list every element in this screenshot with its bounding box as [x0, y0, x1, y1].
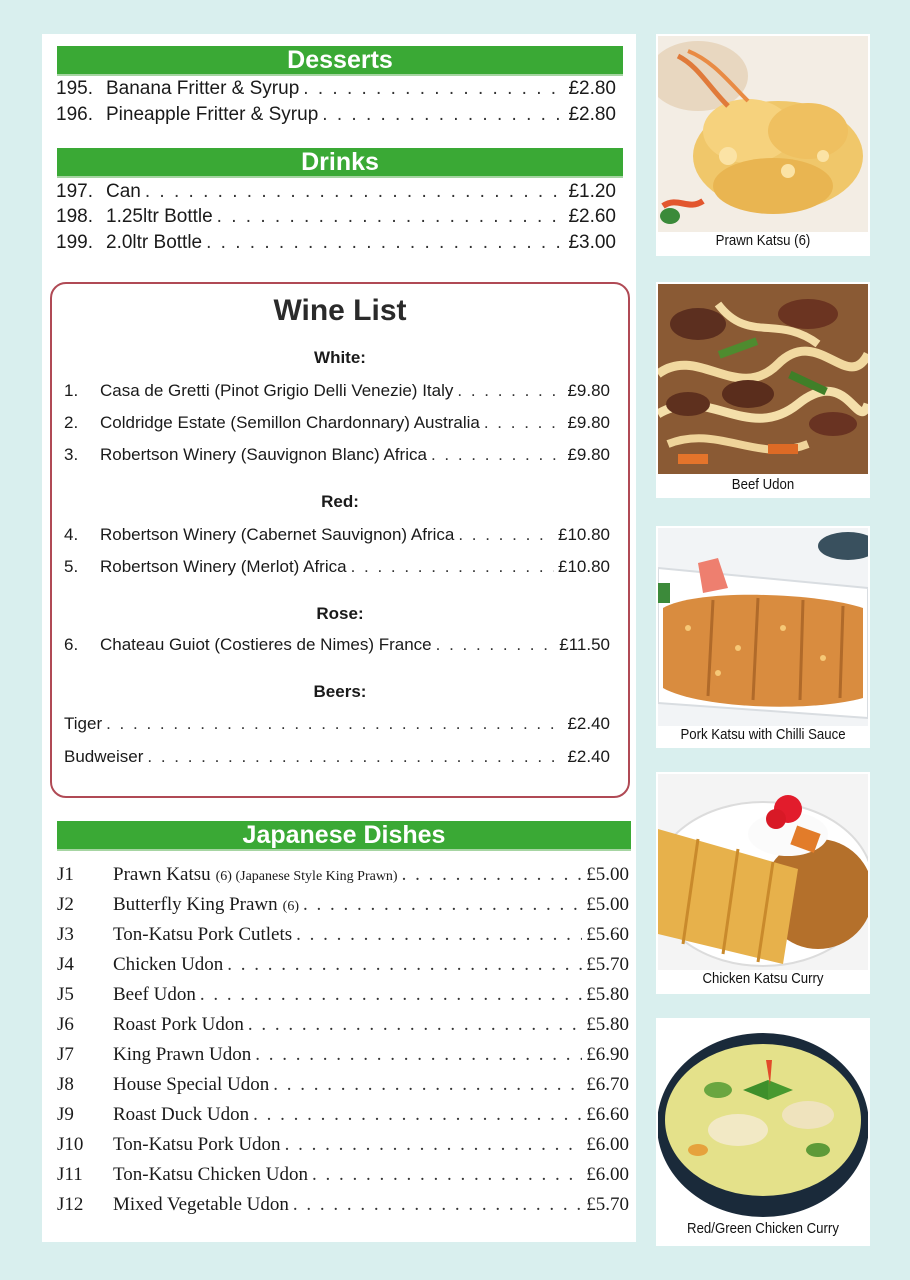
leader-dots	[457, 381, 563, 401]
leader-dots	[106, 714, 563, 734]
leader-dots	[145, 181, 565, 203]
item-number: J10	[57, 1134, 84, 1155]
item-number: J8	[57, 1074, 74, 1095]
leader-dots	[312, 1164, 582, 1186]
japanese-dish-item	[57, 864, 629, 886]
item-name: Budweiser	[64, 747, 144, 766]
japanese-dish-item	[57, 1194, 629, 1216]
menu-item	[56, 104, 616, 126]
beef-udon-photo	[658, 284, 868, 474]
wine-white-heading: White:	[314, 348, 366, 367]
item-number: J7	[57, 1044, 74, 1065]
beer-item	[64, 747, 610, 767]
photo-caption: Red/Green Chicken Curry	[687, 1220, 839, 1237]
item-price: £6.90	[586, 1044, 629, 1065]
item-number: 6.	[64, 635, 79, 654]
photo-card	[656, 1018, 870, 1246]
item-price: £6.70	[586, 1074, 629, 1095]
item-price: £5.00	[586, 894, 629, 915]
wine-list-title: Wine List	[273, 294, 407, 327]
item-name: Prawn Katsu	[113, 864, 211, 885]
item-name: Robertson Winery (Merlot) Africa	[100, 557, 347, 576]
japanese-dish-item	[57, 924, 629, 946]
menu-item	[56, 232, 616, 254]
item-number: J9	[57, 1104, 74, 1125]
photo-card	[656, 34, 870, 256]
menu-item	[56, 206, 616, 228]
leader-dots	[402, 864, 583, 886]
photo-card	[656, 282, 870, 498]
wine-item	[64, 381, 610, 401]
item-name: Robertson Winery (Sauvignon Blanc) Africa	[100, 445, 427, 464]
leader-dots	[253, 1104, 582, 1126]
photo-card	[656, 772, 870, 994]
item-name: Coldridge Estate (Semillon Chardonnary) Australia	[100, 413, 480, 432]
leader-dots	[248, 1014, 582, 1036]
item-price: £10.80	[558, 525, 610, 544]
item-price: £5.80	[586, 984, 629, 1005]
item-number: 4.	[64, 525, 79, 544]
leader-dots	[200, 984, 582, 1006]
photo-caption: Pork Katsu with Chilli Sauce	[680, 726, 846, 743]
item-name: Tiger	[64, 714, 103, 733]
item-number: J3	[57, 924, 74, 945]
japanese-dish-item	[57, 1164, 629, 1186]
japanese-dish-item	[57, 1044, 629, 1066]
wine-item	[64, 525, 610, 545]
japanese-dish-item	[57, 1014, 629, 1036]
item-price: £6.60	[586, 1104, 629, 1125]
item-price: £9.80	[567, 445, 610, 464]
item-number: 2.	[64, 413, 79, 432]
photo-caption: Chicken Katsu Curry	[702, 970, 824, 987]
item-number: 199.	[56, 232, 93, 253]
item-name: House Special Udon	[113, 1074, 270, 1095]
item-name: Chicken Udon	[113, 954, 224, 975]
item-price: £5.80	[586, 1014, 629, 1035]
wine-item	[64, 557, 610, 577]
item-name: Banana Fritter & Syrup	[106, 78, 300, 99]
item-number: 5.	[64, 557, 79, 576]
japanese-dish-item	[57, 894, 629, 916]
item-price: £9.80	[567, 413, 610, 432]
leader-dots	[255, 1044, 582, 1066]
beer-item	[64, 714, 610, 734]
item-note: (6)	[282, 899, 299, 914]
menu-item	[56, 78, 616, 100]
item-number: J5	[57, 984, 74, 1005]
leader-dots	[206, 232, 564, 254]
item-price: £6.00	[586, 1134, 629, 1155]
leader-dots	[293, 1194, 582, 1216]
chicken-katsu-curry-photo	[658, 774, 868, 970]
leader-dots	[303, 894, 582, 916]
leader-dots	[431, 445, 564, 465]
item-number: J6	[57, 1014, 74, 1035]
item-number: J4	[57, 954, 74, 975]
item-number: 196.	[56, 104, 93, 125]
photo-caption: Beef Udon	[731, 476, 795, 493]
japanese-dish-item	[57, 1074, 629, 1096]
leader-dots	[217, 206, 565, 228]
item-name: Ton-Katsu Chicken Udon	[113, 1164, 308, 1185]
item-name: Chateau Guiot (Costieres de Nimes) France	[100, 635, 432, 654]
photo-card	[656, 526, 870, 748]
menu-item	[56, 181, 616, 203]
item-number: J2	[57, 894, 74, 915]
item-price: £3.00	[568, 232, 616, 253]
item-number: J11	[57, 1164, 83, 1185]
item-price: £2.80	[568, 104, 616, 125]
item-price: £2.80	[568, 78, 616, 99]
leader-dots	[285, 1134, 583, 1156]
item-name: Butterfly King Prawn	[113, 894, 278, 915]
wine-red-heading: Red:	[321, 492, 359, 511]
item-price: £9.80	[567, 381, 610, 400]
leader-dots	[458, 525, 554, 545]
item-number: J12	[57, 1194, 84, 1215]
item-note: (6) (Japanese Style King Prawn)	[215, 869, 398, 884]
item-name: Beef Udon	[113, 984, 196, 1005]
item-name: King Prawn Udon	[113, 1044, 252, 1065]
item-number: 197.	[56, 181, 93, 202]
item-price: £1.20	[568, 181, 616, 202]
wine-item	[64, 445, 610, 465]
item-name: Roast Duck Udon	[113, 1104, 250, 1125]
item-name: Pineapple Fritter & Syrup	[106, 104, 319, 125]
item-number: J1	[57, 864, 74, 885]
item-number: 195.	[56, 78, 93, 99]
desserts-banner: Desserts	[57, 46, 623, 74]
item-name: Can	[106, 181, 141, 202]
item-name: Ton-Katsu Pork Cutlets	[113, 924, 293, 945]
item-price: £5.00	[586, 864, 629, 885]
red-green-chicken-curry-photo	[658, 1020, 868, 1220]
item-price: £5.70	[586, 1194, 629, 1215]
item-price: £2.60	[568, 206, 616, 227]
item-price: £10.80	[558, 557, 610, 576]
wine-item	[64, 635, 610, 655]
item-name: 1.25ltr Bottle	[106, 206, 213, 227]
item-price: £2.40	[567, 714, 610, 733]
leader-dots	[303, 78, 564, 100]
item-number: 1.	[64, 381, 79, 400]
wine-list-box	[50, 282, 630, 798]
leader-dots	[436, 635, 556, 655]
item-price: £5.60	[586, 924, 629, 945]
leader-dots	[227, 954, 582, 976]
photo-caption: Prawn Katsu (6)	[715, 232, 811, 249]
item-name: Ton-Katsu Pork Udon	[113, 1134, 281, 1155]
japanese-dish-item	[57, 954, 629, 976]
item-number: 3.	[64, 445, 79, 464]
item-name: Casa de Gretti (Pinot Grigio Delli Venezie) Italy	[100, 381, 454, 400]
japanese-dish-item	[57, 1104, 629, 1126]
leader-dots	[273, 1074, 582, 1096]
item-name: Mixed Vegetable Udon	[113, 1194, 289, 1215]
leader-dots	[351, 557, 554, 577]
leader-dots	[296, 924, 582, 946]
item-number: 198.	[56, 206, 93, 227]
japanese-dishes-banner: Japanese Dishes	[57, 821, 631, 849]
item-name: Roast Pork Udon	[113, 1014, 244, 1035]
pork-katsu-photo	[658, 528, 868, 726]
leader-dots	[322, 104, 564, 126]
item-price: £11.50	[559, 635, 610, 654]
item-price: £2.40	[567, 747, 610, 766]
leader-dots	[147, 747, 563, 767]
wine-item	[64, 413, 610, 433]
prawn-katsu-photo	[658, 36, 868, 232]
item-name: 2.0ltr Bottle	[106, 232, 203, 253]
wine-rose-heading: Rose:	[316, 604, 364, 623]
leader-dots	[484, 413, 564, 433]
wine-beers-heading: Beers:	[313, 682, 367, 701]
item-price: £5.70	[586, 954, 629, 975]
item-price: £6.00	[586, 1164, 629, 1185]
drinks-banner: Drinks	[57, 148, 623, 176]
item-name: Robertson Winery (Cabernet Sauvignon) Africa	[100, 525, 455, 544]
japanese-dish-item	[57, 1134, 629, 1156]
japanese-dish-item	[57, 984, 629, 1006]
